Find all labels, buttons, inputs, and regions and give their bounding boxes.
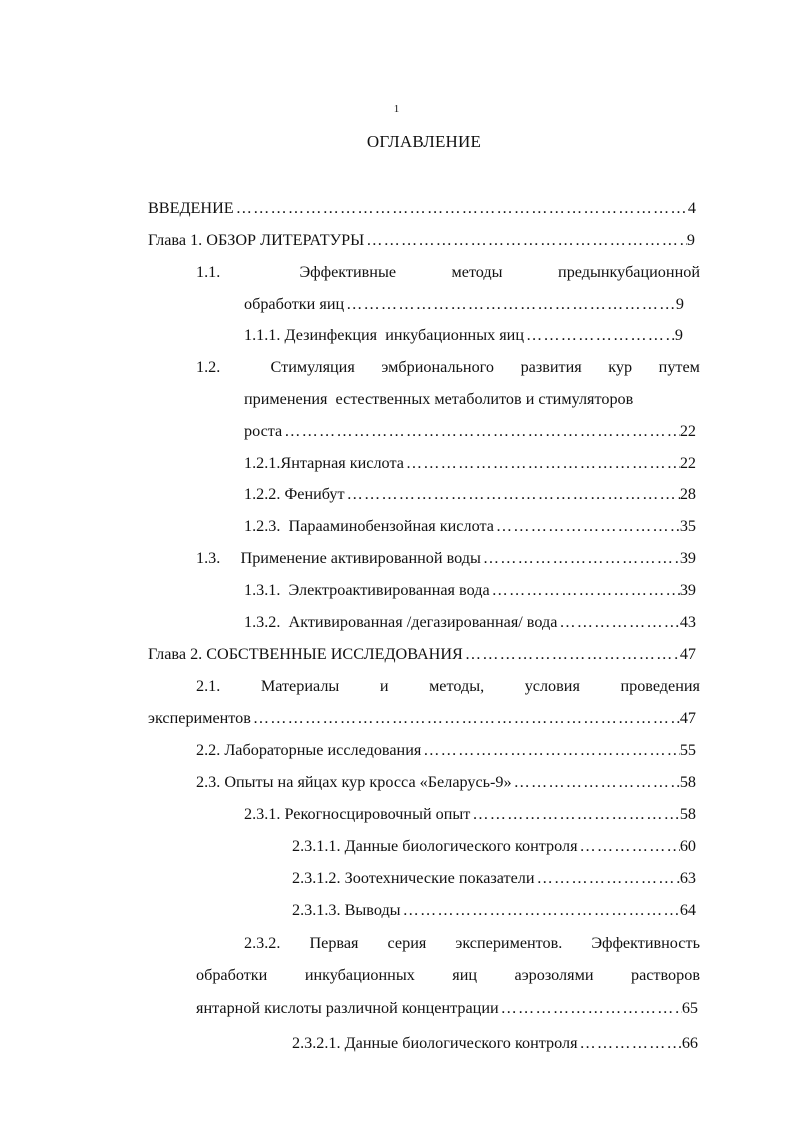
toc-page-number: 47	[679, 709, 696, 727]
toc-entry-2-1-line-2	[148, 707, 696, 729]
toc-word: инкубационных	[304, 966, 415, 984]
dot-leader	[234, 197, 688, 219]
toc-entry-label: 1.2.3. Парааминобензойная кислота	[244, 517, 494, 535]
toc-word: методы,	[429, 677, 485, 695]
dot-leader	[404, 452, 680, 474]
toc-entry-label: 2.2. Лабораторные исследования	[196, 741, 422, 759]
toc-entry-1-2-3	[244, 515, 696, 537]
toc-page-number: 9	[675, 295, 684, 313]
toc-entry-2-3-1-1	[292, 835, 696, 857]
dot-leader	[499, 997, 682, 1019]
page-number: 1	[393, 103, 400, 115]
toc-entry-introduction	[148, 197, 696, 219]
toc-entry-label: 1.3. Применение активированной воды	[196, 549, 481, 567]
dot-leader	[481, 547, 680, 569]
toc-page-number: 60	[679, 837, 696, 855]
toc-page-number: 28	[679, 485, 696, 503]
toc-entry-label: 1.2.2. Фенибут	[244, 485, 345, 503]
dot-leader	[344, 293, 676, 315]
toc-entry-1-3-1	[244, 579, 696, 601]
toc-word: предынкубационной	[558, 263, 700, 281]
dot-leader	[401, 899, 680, 921]
toc-word: аэрозолями	[514, 966, 594, 984]
toc-word: Первая	[309, 934, 359, 952]
dot-leader	[578, 1032, 682, 1054]
toc-entry-2-3-2-line-2	[196, 964, 700, 986]
toc-entry-1-2-2	[244, 483, 696, 505]
toc-entry-label: 2.3.2.1. Данные биологического контроля	[292, 1034, 578, 1052]
dot-leader	[524, 324, 675, 346]
toc-word: Эффективность	[591, 934, 700, 952]
dot-leader	[512, 771, 680, 793]
toc-entry-label: Глава 2. СОБСТВЕННЫЕ ИССЛЕДОВАНИЯ	[148, 645, 463, 663]
toc-entry-1-2-line-2	[244, 388, 700, 410]
toc-entry-label: Глава 1. ОБЗОР ЛИТЕРАТУРЫ	[148, 231, 365, 249]
toc-word: путем	[658, 358, 700, 376]
toc-entry-1-3-2	[244, 611, 696, 633]
toc-entry-2-3	[196, 771, 696, 793]
toc-word: проведения	[620, 677, 700, 695]
toc-page-number: 9	[674, 326, 683, 344]
toc-entry-1-2-1	[244, 452, 696, 474]
toc-word: растворов	[630, 966, 700, 984]
toc-entry-2-3-2-line-3	[196, 997, 698, 1019]
dot-leader	[578, 835, 680, 857]
dot-leader	[557, 611, 679, 633]
toc-entry-label: 1.2.1.Янтарная кислота	[244, 454, 404, 472]
toc-page-number: 58	[679, 805, 696, 823]
toc-word: обработки	[196, 966, 268, 984]
toc-entry-label: 2.3.1.1. Данные биологического контроля	[292, 837, 578, 855]
toc-entry-label: 1.1.1. Дезинфекция инкубационных яиц	[244, 326, 525, 344]
toc-entry-2-3-2-line-1	[244, 932, 700, 954]
dot-leader	[494, 515, 680, 537]
toc-page-number: 9	[686, 231, 695, 249]
toc-word: Материалы	[260, 677, 340, 695]
toc-page-number: 39	[679, 549, 696, 567]
toc-page-number: 65	[681, 999, 698, 1017]
toc-entry-2-2	[196, 739, 696, 761]
toc-word: и	[379, 677, 389, 695]
toc-entry-2-3-1-3	[292, 899, 696, 921]
toc-entry-label: 2.3.1.2. Зоотехнические показатели	[292, 869, 535, 887]
toc-word: кур	[608, 358, 633, 376]
toc-entry-chapter-2	[148, 643, 696, 665]
dot-leader	[490, 579, 680, 601]
toc-word: условия	[524, 677, 580, 695]
toc-word: яиц	[452, 966, 478, 984]
dot-leader	[470, 803, 679, 825]
toc-page-number: 22	[679, 454, 696, 472]
toc-page-number: 47	[679, 645, 696, 663]
page-title: ОГЛАВЛЕНИЕ	[366, 132, 482, 151]
toc-page-number: 39	[679, 581, 696, 599]
toc-entry-chapter-1	[148, 229, 695, 251]
toc-entry-1-3	[196, 547, 696, 569]
toc-word: методы	[451, 263, 503, 281]
toc-entry-label: роста	[244, 422, 283, 440]
toc-entry-1-2-line-1	[196, 356, 700, 378]
toc-entry-text: применения естественных метаболитов и стимуляторов	[244, 390, 634, 408]
toc-entry-1-1-1	[244, 324, 683, 346]
toc-entry-1-1-line-2	[244, 293, 684, 315]
dot-leader	[364, 229, 687, 251]
toc-word: развития	[520, 358, 582, 376]
toc-section-number: 2.1.	[196, 677, 221, 695]
toc-entry-2-1-line-1	[196, 675, 700, 697]
dot-leader	[345, 483, 680, 505]
toc-entry-2-3-2-1	[292, 1032, 698, 1054]
toc-page-number: 35	[679, 517, 696, 535]
toc-entry-label: 1.3.1. Электроактивированная вода	[244, 581, 490, 599]
toc-entry-label: янтарной кислоты различной концентрации	[196, 999, 499, 1017]
toc-word: эмбрионального	[381, 358, 495, 376]
dot-leader	[251, 707, 680, 729]
dot-leader	[535, 867, 680, 889]
toc-entry-2-3-1	[244, 803, 696, 825]
toc-page-number: 64	[679, 901, 696, 919]
dot-leader	[421, 739, 680, 761]
toc-entry-label: экспериментов	[148, 709, 251, 727]
toc-page-number: 55	[679, 741, 696, 759]
toc-word: Эффективные	[299, 263, 397, 281]
toc-page-number: 22	[679, 422, 696, 440]
toc-entry-2-3-1-2	[292, 867, 696, 889]
toc-word: серия	[387, 934, 427, 952]
toc-word: Стимуляция	[270, 358, 355, 376]
toc-page-number: 43	[679, 613, 696, 631]
toc-entry-label: 1.3.2. Активированная /дегазированная/ вода	[244, 613, 558, 631]
toc-entry-label: 2.3. Опыты на яйцах кур кросса «Беларусь-9»	[196, 773, 512, 791]
toc-entry-label: обработки яиц	[244, 295, 345, 313]
toc-section-number: 1.1.	[196, 263, 221, 281]
toc-entry-label: 2.3.1.3. Выводы	[292, 901, 401, 919]
toc-page-number: 58	[679, 773, 696, 791]
toc-page-number: 63	[679, 869, 696, 887]
dot-leader	[282, 420, 680, 442]
toc-entry-1-2-line-3	[244, 420, 696, 442]
toc-page-number: 66	[681, 1034, 698, 1052]
toc-section-number: 1.2.	[196, 358, 221, 376]
dot-leader	[463, 643, 680, 665]
toc-entry-label: ВВЕДЕНИЕ	[148, 199, 234, 217]
toc-entry-1-1-line-1	[196, 261, 700, 283]
toc-section-number: 2.3.2.	[244, 934, 281, 952]
toc-page-number: 4	[687, 199, 696, 217]
toc-word: экспериментов.	[455, 934, 563, 952]
toc-entry-label: 2.3.1. Рекогносцировочный опыт	[244, 805, 471, 823]
